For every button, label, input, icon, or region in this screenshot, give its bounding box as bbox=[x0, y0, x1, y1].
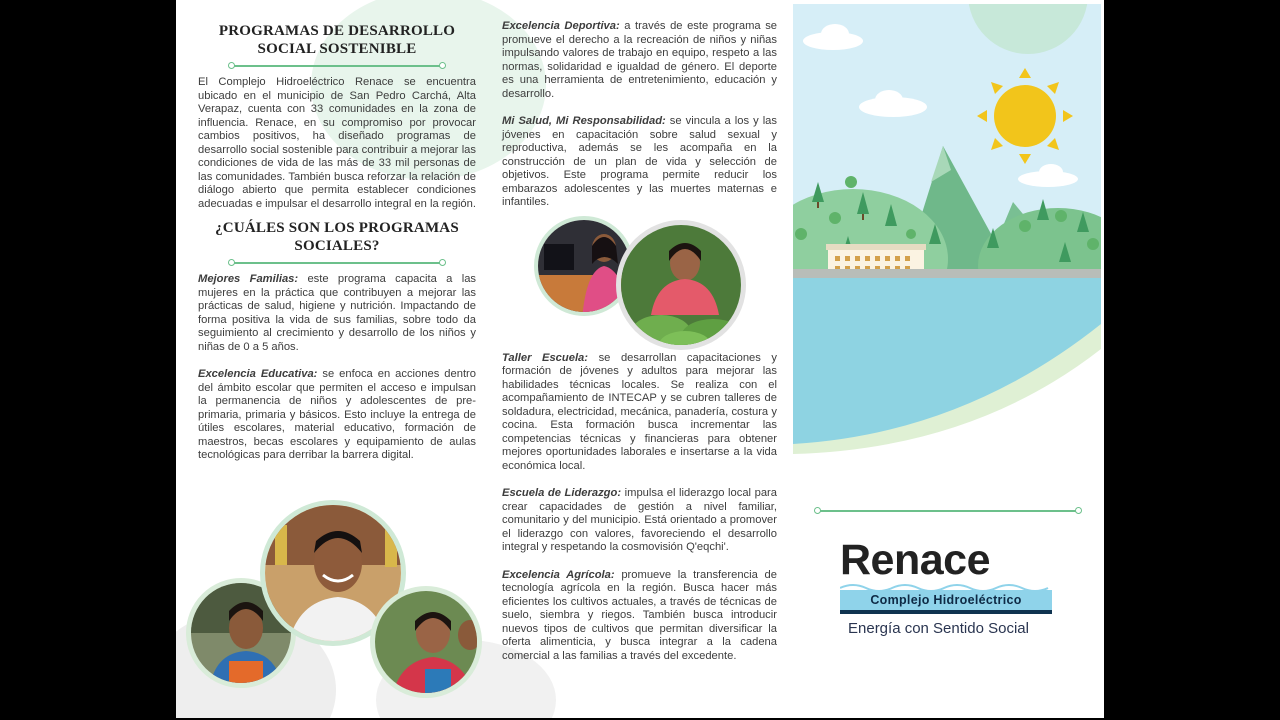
photo-girls-smiling bbox=[370, 586, 482, 698]
logo-name: Renace bbox=[840, 536, 990, 584]
landscape-illustration bbox=[793, 4, 1101, 460]
divider bbox=[228, 259, 446, 267]
program-taller-escuela: Taller Escuela: se desarrollan capacitaciones y formación de jóvenes y adultos para mejorar las habilidades técnicas locales. Se realiza con el acompañamiento de INTECAP y se cubren talleres de soldadura, electricidad, mecánica, panadería, costura y cocina. Esta formación busca incrementar las competencias técnicas y financieras para obtener mejores oportunidades laborales e insertarse a la vida económica local. bbox=[502, 351, 778, 472]
divider bbox=[228, 62, 446, 70]
brochure-page bbox=[176, 0, 1104, 718]
column-middle bbox=[502, 20, 777, 675]
divider-right bbox=[814, 507, 1082, 515]
program-escuela-liderazgo: Escuela de Liderazgo: impulsa el liderazgo local para crear capacidades de gestión a nivel familiar, comunitario y del municipio. Está orientado a promover el liderazgo con valores, favoreciendo el desarrollo integral y respetando la cosmovisión Q'eqchi'. bbox=[502, 487, 777, 553]
intro-paragraph: El Complejo Hidroeléctrico Renace se encuentra ubicado en el municipio de San Pedro Carchá, Alta Verapaz, cuenta con 33 comunidades en la zona de influencia. Renace, en su compromiso por provocar cambios positivos, ha diseñado programas de desarrollo social sostenible para contribuir a mejorar las condiciones de vida de las más de 33 mil personas de las comunidades. También busca reforzar la relación de diálogo abierto que permita establecer condiciones adecuadas e impulsar el desarrollo integral en la región. bbox=[198, 76, 476, 210]
program-mejores-familias: Mejores Familias: este programa capacita a las mujeres en la práctica que contribuyen a mejorar las prácticas de salud, higiene y nutrición. Impactando de forma positiva la vida de sus familias, sobre todo da seguimiento al crecimiento y desarrollo de los niños y niñas de 0 a 5 años. bbox=[198, 273, 477, 353]
logo-underline bbox=[840, 610, 1052, 614]
program-title: Excelencia Agrícola: bbox=[502, 568, 615, 581]
program-title: Escuela de Liderazgo: bbox=[502, 487, 622, 499]
program-title: Excelencia Educativa: bbox=[198, 368, 318, 380]
photo-woman-crops bbox=[616, 220, 746, 350]
program-excelencia-deportiva: Excelencia Deportiva: a través de este programa se promueve el derecho a la recreación de niños y niñas impulsando valores de trabajo en equipo, respeto a las normas, solidaridad e igualdad de género. El deporte es una herramienta de entretenimiento, educación y desarrollo. bbox=[502, 20, 778, 100]
heading-social-programs: ¿CUÁLES SON LOS PROGRAMAS SOCIALES? bbox=[215, 220, 459, 254]
program-mi-salud: Mi Salud, Mi Responsabilidad: se vincula a los y las jóvenes en capacitación sobre salud sexual y reproductiva, además se les acompaña en la construcción de un plan de vida y selección de objetivos. Este programa permite reducir los embarazos adolescentes y las muertes maternas e infantiles. bbox=[502, 115, 777, 208]
logo-subtitle: Complejo Hidroeléctrico bbox=[840, 590, 1052, 610]
program-title: Mi Salud, Mi Responsabilidad: bbox=[502, 115, 666, 127]
program-title: Taller Escuela: bbox=[502, 351, 589, 364]
column-left bbox=[198, 22, 476, 475]
logo-tagline: Energía con Sentido Social bbox=[848, 620, 1029, 637]
program-excelencia-agricola: Excelencia Agrícola: promueve la transferencia de tecnología agrícola en la región. Busca hacer más eficientes los cultivos actuales, a través de técnicas de suelo, siembra y riegos. También busca introducir nuevos tipos de cultivos que permitan diversificar la oferta alimenticia, y busca integrar a la cadena comercial a las familias a través del excedente. bbox=[502, 568, 777, 662]
renace-logo bbox=[840, 538, 1052, 637]
program-title: Excelencia Deportiva: bbox=[502, 20, 620, 32]
heading-programs: PROGRAMAS DE DESARROLLO SOCIAL SOSTENIBLE bbox=[218, 23, 456, 57]
program-excelencia-educativa: Excelencia Educativa: se enfoca en acciones dentro del ámbito escolar que permiten el acceso e impulsan la permanencia de niños y adolescentes de pre-primaria, primaria y básicos. Esto incluye la entrega de útiles escolares, material educativo, formación de maestros, becas escolares y equipamiento de aulas tecnológicas para derribar la barrera digital. bbox=[198, 368, 476, 461]
program-title: Mejores Familias: bbox=[198, 273, 299, 285]
